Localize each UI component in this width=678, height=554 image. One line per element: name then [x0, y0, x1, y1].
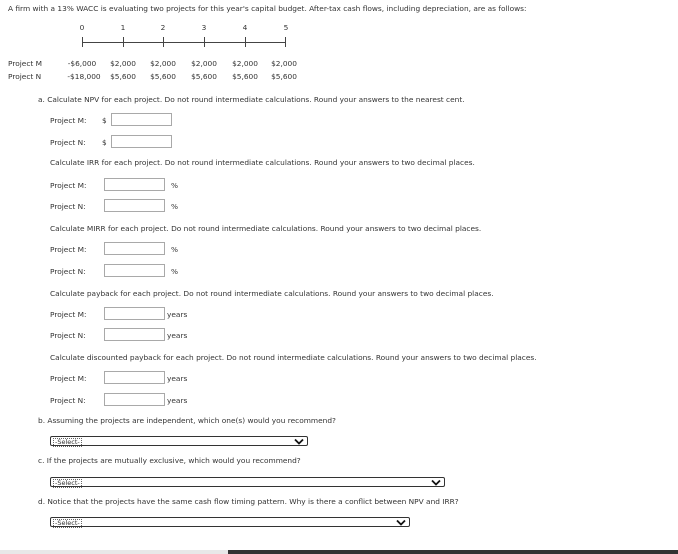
payback-n-label: Project N: [50, 331, 86, 340]
part-c-selected-value: -Select- [55, 478, 80, 487]
irr-n-label: Project N: [50, 202, 86, 211]
currency-symbol: $ [102, 116, 107, 125]
irr-m-input[interactable] [104, 178, 165, 191]
timeline-year-label: 3 [201, 23, 207, 32]
timeline-year-label: 0 [79, 23, 85, 32]
part-b-question: b. Assuming the projects are independent, which one(s) would you recommend? [38, 416, 336, 425]
cash-flow-value: $2,000 [150, 59, 176, 68]
payback-n-input[interactable] [104, 328, 165, 341]
discounted-payback-m-input[interactable] [104, 371, 165, 384]
discounted-payback-prompt: Calculate discounted payback for each project. Do not round intermediate calculations. Round your answers to two decimal places. [50, 353, 537, 362]
currency-symbol: $ [102, 138, 107, 147]
part-d-selected-value: -Select- [55, 518, 80, 527]
timeline-tick [245, 37, 246, 47]
cash-flow-value: -$6,000 [67, 59, 97, 68]
percent-unit: % [171, 245, 179, 254]
payback-prompt: Calculate payback for each project. Do not round intermediate calculations. Round your answers to two decimal places. [50, 289, 494, 298]
discounted-payback-n-label: Project N: [50, 396, 86, 405]
discounted-payback-n-input[interactable] [104, 393, 165, 406]
timeline-tick [123, 37, 124, 47]
mirr-m-input[interactable] [104, 242, 165, 255]
part-d-question: d. Notice that the projects have the same cash flow timing pattern. Why is there a conflict between NPV and IRR? [38, 497, 459, 506]
timeline-line [82, 42, 286, 43]
horizontal-scrollbar[interactable] [0, 550, 678, 554]
part-b-selected-value: -Select- [55, 437, 80, 446]
timeline-tick [285, 37, 286, 47]
problem-intro: A firm with a 13% WACC is evaluating two projects for this year's capital budget. After-tax cash flows, including depreciation, are as follows: [8, 4, 527, 13]
chevron-down-icon [294, 438, 304, 445]
scrollbar-thumb[interactable] [228, 550, 678, 554]
years-unit: years [167, 396, 188, 405]
cash-flow-value: $2,000 [191, 59, 217, 68]
cash-flow-value: $5,600 [191, 72, 217, 81]
npv-n-input[interactable] [111, 135, 172, 148]
cash-flow-value: $5,600 [110, 72, 136, 81]
cash-flow-value: -$18,000 [67, 72, 101, 81]
payback-m-input[interactable] [104, 307, 165, 320]
timeline-year-label: 5 [283, 23, 289, 32]
timeline-year-label: 2 [160, 23, 166, 32]
mirr-n-input[interactable] [104, 264, 165, 277]
irr-prompt: Calculate IRR for each project. Do not round intermediate calculations. Round your answers to two decimal places. [50, 158, 475, 167]
discounted-payback-m-label: Project M: [50, 374, 87, 383]
part-d-select[interactable] [50, 517, 410, 527]
cash-flow-value: $5,600 [232, 72, 258, 81]
years-unit: years [167, 331, 188, 340]
npv-n-label: Project N: [50, 138, 86, 147]
irr-m-label: Project M: [50, 181, 87, 190]
npv-m-label: Project M: [50, 116, 87, 125]
npv-prompt: a. Calculate NPV for each project. Do not round intermediate calculations. Round your answers to the nearest cent. [38, 95, 465, 104]
timeline-tick [82, 37, 83, 47]
cash-flow-row-label: Project M [8, 59, 43, 68]
payback-m-label: Project M: [50, 310, 87, 319]
part-c-question: c. If the projects are mutually exclusive, which would you recommend? [38, 456, 301, 465]
cash-flow-row-label: Project N [8, 72, 42, 81]
npv-m-input[interactable] [111, 113, 172, 126]
chevron-down-icon [396, 519, 406, 526]
cash-flow-value: $2,000 [232, 59, 258, 68]
mirr-n-label: Project N: [50, 267, 86, 276]
timeline-year-label: 1 [120, 23, 126, 32]
mirr-m-label: Project M: [50, 245, 87, 254]
percent-unit: % [171, 202, 179, 211]
timeline-year-label: 4 [242, 23, 248, 32]
irr-n-input[interactable] [104, 199, 165, 212]
chevron-down-icon [431, 479, 441, 486]
cash-flow-value: $2,000 [110, 59, 136, 68]
mirr-prompt: Calculate MIRR for each project. Do not round intermediate calculations. Round your answers to two decimal places. [50, 224, 482, 233]
years-unit: years [167, 374, 188, 383]
percent-unit: % [171, 267, 179, 276]
timeline-axis [82, 37, 286, 47]
years-unit: years [167, 310, 188, 319]
timeline-tick [204, 37, 205, 47]
part-b-select[interactable] [50, 436, 308, 446]
cash-flow-value: $5,600 [271, 72, 297, 81]
part-c-select[interactable] [50, 477, 445, 487]
percent-unit: % [171, 181, 179, 190]
cash-flow-value: $2,000 [271, 59, 297, 68]
timeline-tick [163, 37, 164, 47]
cash-flow-value: $5,600 [150, 72, 176, 81]
